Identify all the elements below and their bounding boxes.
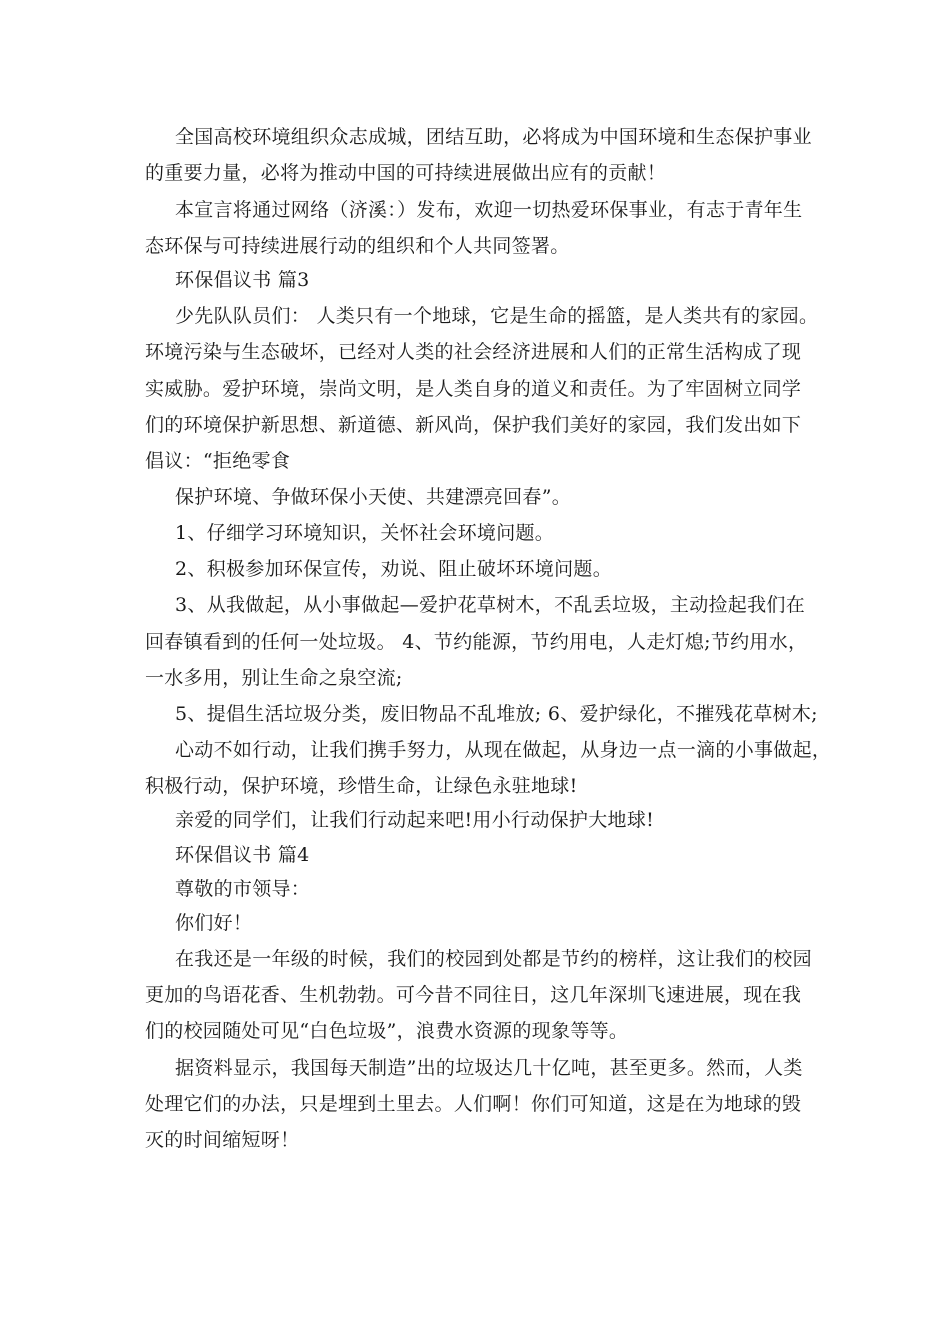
text-line: 环境污染与生态破坏，已经对人类的社会经济进展和人们的正常生活构成了现 <box>145 341 802 363</box>
text-line: 亲爱的同学们，让我们行动起来吧!用小行动保护大地球! <box>175 809 655 831</box>
text-line: 保护环境、争做环保小天使、共建漂亮回春”。 <box>175 486 572 508</box>
text-line: 回春镇看到的任何一处垃圾。 4、节约能源，节约用电，人走灯熄;节约用水， <box>145 631 808 653</box>
text-line: 更加的鸟语花香、生机勃勃。可今昔不同往日，这几年深圳飞速进展，现在我 <box>145 984 802 1006</box>
section-heading: 环保倡议书 篇4 <box>175 844 310 866</box>
text-line: 尊敬的市领导： <box>175 878 311 900</box>
text-line: 据资料显示，我国每天制造”出的垃圾达几十亿吨，甚至更多。然而，人类 <box>175 1057 803 1079</box>
text-line: 实威胁。爱护环境，崇尚文明，是人类自身的道义和责任。为了牢固树立同学 <box>145 378 802 400</box>
section-heading: 环保倡议书 篇3 <box>175 269 310 291</box>
text-line: 本宣言将通过网络（济溪：）发布，欢迎一切热爱环保事业，有志于青年生 <box>175 199 803 221</box>
text-line: 态环保与可持续进展行动的组织和个人共同签署。 <box>145 235 570 257</box>
text-line: 们的校园随处可见“白色垃圾”，浪费水资源的现象等等。 <box>145 1020 629 1042</box>
text-line: 少先队队员们： 人类只有一个地球，它是生命的摇篮，是人类共有的家园。 <box>175 305 819 327</box>
text-line: 你们好！ <box>175 912 253 934</box>
list-item: 2、积极参加环保宣传，劝说、阻止破坏环境问题。 <box>175 558 612 580</box>
text-line: 的重要力量，必将为推动中国的可持续进展做出应有的贡献！ <box>145 162 667 184</box>
text-line: 心动不如行动，让我们携手努力，从现在做起，从身边一点一滴的小事做起， <box>175 739 832 761</box>
text-line: 们的环境保护新思想、新道德、新风尚，保护我们美好的家园，我们发出如下 <box>145 414 802 436</box>
list-item: 1、仔细学习环境知识，关怀社会环境问题。 <box>175 522 555 544</box>
text-line: 积极行动，保护环境，珍惜生命，让绿色永驻地球! <box>145 775 578 797</box>
text-line: 处理它们的办法，只是埋到土里去。人们啊！你们可知道，这是在为地球的毁 <box>145 1093 802 1115</box>
text-line: 灭的时间缩短呀！ <box>145 1129 300 1151</box>
text-line: 倡议：“拒绝零食 <box>145 450 291 472</box>
list-item: 3、从我做起，从小事做起—爱护花草树木，不乱丢垃圾，主动捡起我们在 <box>175 594 805 616</box>
text-line: 全国高校环境组织众志成城，团结互助，必将成为中国环境和生态保护事业 <box>175 126 812 148</box>
list-item: 5、提倡生活垃圾分类，废旧物品不乱堆放; 6、爱护绿化，不摧残花草树木; <box>175 703 818 725</box>
text-line: 在我还是一年级的时候，我们的校园到处都是节约的榜样，这让我们的校园 <box>175 948 812 970</box>
text-line: 一水多用，别让生命之泉空流; <box>145 667 403 689</box>
